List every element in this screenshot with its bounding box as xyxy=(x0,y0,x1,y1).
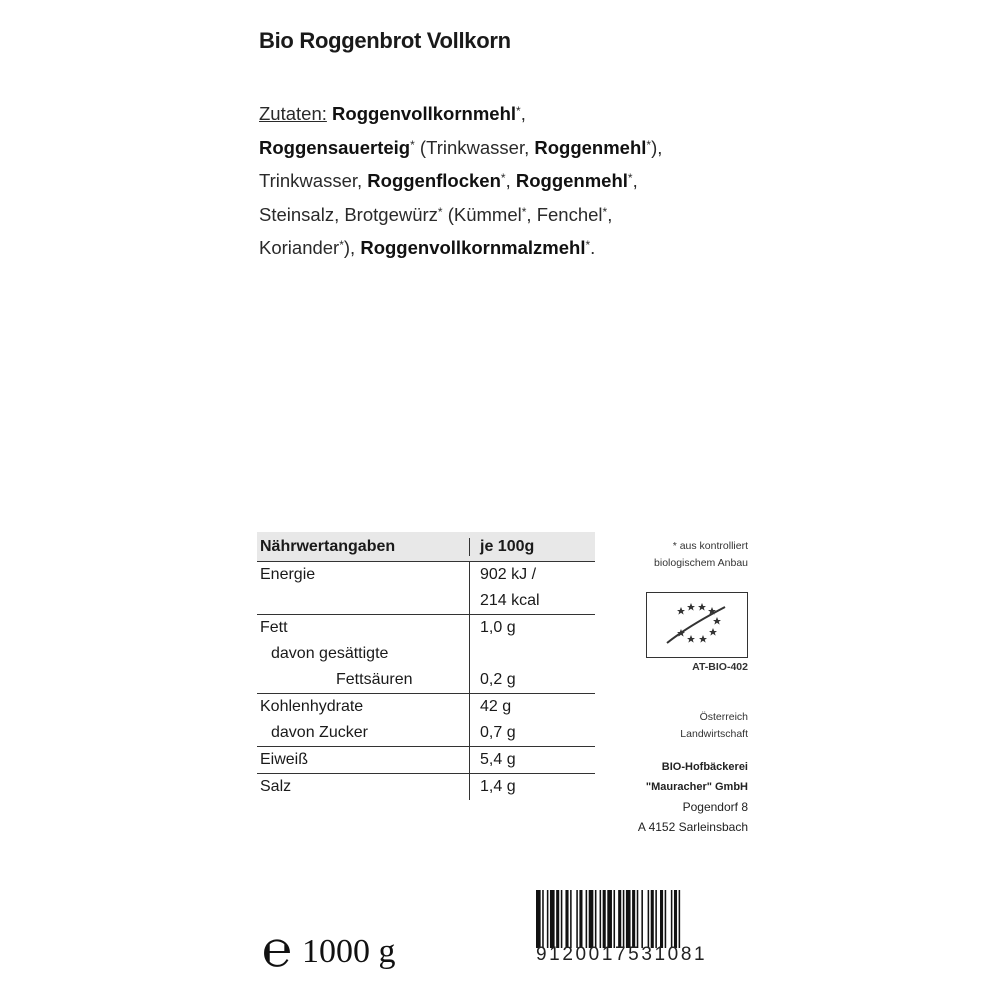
barcode-bar xyxy=(579,890,582,948)
ingredients-line-2 xyxy=(259,130,779,164)
organic-star: * xyxy=(521,204,527,219)
net-weight xyxy=(262,920,396,978)
ingredients-line-3 xyxy=(259,163,779,197)
barcode-bar xyxy=(550,890,555,948)
barcode-bar xyxy=(626,890,631,948)
net-weight-value: 1000 g xyxy=(302,933,396,970)
company-address xyxy=(580,757,748,837)
origin-line: Österreich xyxy=(699,711,748,723)
barcode-bar xyxy=(607,890,612,948)
organic-footnote-line: biologischem Anbau xyxy=(654,557,748,569)
barcode-bar xyxy=(570,890,572,948)
nutrition-value-cell xyxy=(470,774,595,800)
ingredient-sep: ), xyxy=(343,237,361,258)
organic-star: * xyxy=(585,238,591,252)
organic-star: * xyxy=(437,204,443,219)
company-name: "Mauracher" GmbH xyxy=(645,781,748,793)
ingredient-sep: , xyxy=(505,170,516,191)
ingredient-rye-flour: Roggenmehl xyxy=(534,136,647,158)
barcode-bar xyxy=(674,890,677,948)
product-title: Bio Roggenbrot Vollkorn xyxy=(259,28,511,53)
company-street: Pogendorf 8 xyxy=(682,800,748,814)
nutrition-label: davon gesättigte xyxy=(271,645,389,662)
estimated-sign-icon: ℮ xyxy=(262,921,293,977)
barcode-bar xyxy=(632,890,635,948)
nutrition-row-protein xyxy=(257,747,595,774)
nutrition-header-row xyxy=(257,532,595,562)
organic-star: * xyxy=(500,171,506,185)
nutrition-value-cell xyxy=(470,615,595,693)
origin-note xyxy=(600,709,748,743)
barcode-bar xyxy=(556,890,559,948)
ingredient-sep: , xyxy=(632,170,638,191)
nutrition-value-cell xyxy=(470,747,595,773)
nutrition-value: 42 g xyxy=(480,698,512,715)
organic-footnote xyxy=(600,538,748,572)
barcode-bar xyxy=(595,890,597,948)
barcode-bar xyxy=(576,890,578,948)
ingredient-sep: ), xyxy=(651,136,663,158)
barcode-icon xyxy=(536,890,734,948)
ingredient-rye-flakes: Roggenflocken xyxy=(367,170,501,191)
nutrition-label: Salz xyxy=(260,778,292,795)
ingredients-text xyxy=(259,96,779,264)
nutrition-label-cell xyxy=(257,615,470,693)
spacer xyxy=(480,641,595,667)
organic-star: * xyxy=(602,204,608,219)
ingredient-sep: , xyxy=(520,103,526,124)
nutrition-value: 0,2 g xyxy=(480,671,516,688)
nutrition-label: Eiweiß xyxy=(260,751,309,768)
ingredient-text: , Fenchel xyxy=(526,203,603,225)
nutrition-value: 5,4 g xyxy=(480,751,516,768)
origin-line: Landwirtschaft xyxy=(680,728,748,740)
barcode-bar xyxy=(536,890,541,948)
nutrition-value-cell xyxy=(470,562,595,614)
barcode-bar xyxy=(603,890,606,948)
nutrition-label-cell xyxy=(257,774,470,800)
ingredients-line-1 xyxy=(259,96,779,130)
eu-organic-code: AT-BIO-402 xyxy=(692,661,748,673)
nutrition-value: 214 kcal xyxy=(480,592,540,609)
company-name: BIO-Hofbäckerei xyxy=(661,761,748,773)
barcode-bar xyxy=(679,890,681,948)
nutrition-row-energy xyxy=(257,562,595,615)
nutrition-label: Fettsäuren xyxy=(336,671,413,688)
nutrition-value: 902 kJ / xyxy=(480,566,537,583)
nutrition-row-carbs xyxy=(257,694,595,747)
nutrition-table xyxy=(257,532,595,800)
nutrition-header-label: Nährwertangaben xyxy=(257,538,470,556)
nutrition-value: 1,4 g xyxy=(480,778,516,795)
ingredient-text: Trinkwasser, xyxy=(259,170,368,191)
barcode-bar xyxy=(637,890,639,948)
company-city: A 4152 Sarleinsbach xyxy=(637,820,748,834)
nutrition-row-salt xyxy=(257,774,595,800)
nutrition-value: 1,0 g xyxy=(480,619,516,636)
eu-organic-leaf-icon xyxy=(646,592,748,658)
nutrition-label-cell xyxy=(257,562,470,614)
ingredient-sep: , xyxy=(607,203,613,225)
nutrition-label-cell xyxy=(257,747,470,773)
nutrition-label-cell xyxy=(257,694,470,746)
nutrition-label: Fett xyxy=(260,619,288,636)
ingredient-sep: . xyxy=(590,237,596,258)
barcode-bar xyxy=(665,890,667,948)
nutrition-label: davon Zucker xyxy=(271,724,368,741)
barcode-bar xyxy=(623,890,625,948)
ingredient-sourdough: Roggensauerteig xyxy=(259,136,411,158)
barcode-bar xyxy=(547,890,549,948)
nutrition-value: 0,7 g xyxy=(480,724,516,741)
spacer xyxy=(260,588,469,614)
nutrition-label: Kohlenhydrate xyxy=(260,698,364,715)
nutrition-label: Energie xyxy=(260,566,316,583)
barcode-bar xyxy=(589,890,594,948)
barcode-bar xyxy=(561,890,563,948)
nutrition-value-cell xyxy=(470,694,595,746)
barcode-bar xyxy=(655,890,657,948)
barcode-bar xyxy=(618,890,621,948)
organic-star: * xyxy=(646,137,652,152)
organic-star: * xyxy=(516,104,521,118)
ingredient-rye-flour: Roggenmehl xyxy=(515,170,628,191)
barcode-bar xyxy=(565,890,568,948)
barcode-number: 9120017531081 xyxy=(536,944,708,965)
barcode-bar xyxy=(542,890,544,948)
ingredient-text: Steinsalz, Brotgewürz xyxy=(259,203,438,225)
barcode-bar xyxy=(660,890,663,948)
ingredient-rye-malt-flour: Roggenvollkornmalzmehl xyxy=(360,237,586,258)
nutrition-row-fat xyxy=(257,615,595,694)
nutrition-header-value: je 100g xyxy=(480,537,535,555)
organic-star: * xyxy=(410,137,415,152)
ingredients-label: Zutaten: xyxy=(259,103,327,124)
organic-star: * xyxy=(339,238,344,252)
ingredient-text: (Kümmel xyxy=(442,203,522,225)
barcode-bar xyxy=(671,890,673,948)
barcode-bar xyxy=(651,890,654,948)
barcode-bar xyxy=(614,890,616,948)
barcode-bar xyxy=(641,890,643,948)
ingredients-line-4 xyxy=(259,197,779,231)
organic-footnote-line: * aus kontrolliert xyxy=(672,540,748,552)
ingredient-text: Koriander xyxy=(259,237,340,258)
ingredient-rye-wholemeal-flour: Roggenvollkornmehl xyxy=(332,103,517,124)
eu-organic-leaf-svg xyxy=(647,593,746,656)
barcode-bar xyxy=(648,890,650,948)
ingredient-text: (Trinkwasser, xyxy=(414,136,535,158)
organic-star: * xyxy=(627,171,633,185)
ingredients-line-5 xyxy=(259,230,779,264)
barcode-bar xyxy=(586,890,588,948)
barcode-bar xyxy=(600,890,602,948)
